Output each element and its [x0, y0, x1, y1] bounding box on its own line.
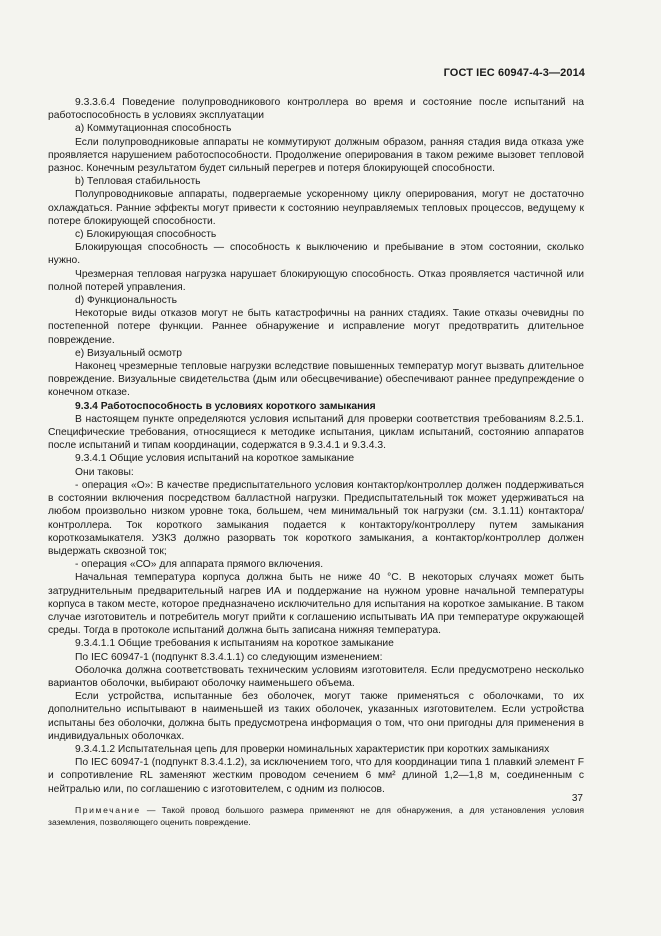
item-b-heading: b) Тепловая стабильность — [75, 176, 201, 188]
enclosure-paragraph-2: Если устройства, испытанные без оболочек, могут также применяться с оболочками, то их дополнительно испытывают в наименьшей из таких оболочек, указанных изготовителем. Если устройства испытаны без оболочки, должна быть предусмотрена информация о том, что они пригодны для применения в индивидуальных оболочках. — [48, 691, 584, 742]
section-9-3-4-intro: В настоящем пункте определяются условия испытаний для проверки соответствия требованиям 8.2.5.1. Специфические требования, относящиеся к методике испытания, циклам испытаний, состоянию аппаратов после испытаний и типам координации, содержатся в 9.3.4.1 и 9.3.4.3. — [48, 413, 584, 452]
document-body — [48, 96, 584, 828]
section-heading-9-3-4: 9.3.4 Работоспособность в условиях короткого замыкания — [75, 400, 376, 412]
operation-co-item: - операция «СО» для аппарата прямого включения. — [75, 559, 324, 571]
reference-8-3-4-1-2: По IEC 60947-1 (подпункт 8.3.4.1.2), за исключением того, что для координации типа 1 плавкий элемент F и сопротивление RL заменяют жестким проводом сечением 6 мм² длиной 1,2—1,8 м, соединенным с нейтралью или, по соглашению с изготовителем, с одним из полюсов. — [48, 757, 584, 795]
note-text: — Такой провод большого размера применяют не для обнаружения, а для установления условия заземления, позволяющего оценить повреждение. — [48, 804, 584, 827]
item-c-text-2: Чрезмерная тепловая нагрузка нарушает блокирующую способность. Отказ проявляется частичной или полной потерей управления. — [48, 268, 584, 293]
note-paragraph — [48, 804, 584, 828]
item-b-text: Полупроводниковые аппараты, подвергаемые ускоренному циклу оперирования, могут не достаточно охлаждаться. Ранние эффекты могут привести к состоянию неуправляемых тепловых процессов, ведущему к потере блокирующей способности. — [48, 189, 584, 227]
item-a-text: Если полупроводниковые аппараты не коммутируют должным образом, ранняя стадия вида отказа уже проявляется нарушением работоспособности. Продолжение оперирования в таком режиме вызовет тепловой разнос. Конечным результатом будет сильный перегрев и потеря блокирующей способности. — [48, 136, 584, 175]
item-c-heading: c) Блокирующая способность — [75, 229, 217, 241]
item-c-text: Блокирующая способность — способность к выключению и пребывание в этом состоянии, сколько нужно. — [48, 242, 584, 267]
reference-8-3-4-1-1: По IEC 60947-1 (подпункт 8.3.4.1.1) со следующим изменением: — [75, 651, 383, 663]
clause-9-3-3-6-4: 9.3.3.6.4 Поведение полупроводникового контроллера во время и состояние после испытаний на работоспособность в условиях эксплуатации — [48, 97, 584, 122]
item-d-heading: d) Функциональность — [75, 295, 177, 307]
enclosure-paragraph: Оболочка должна соответствовать техническим условиям изготовителя. Если предусмотрено несколько вариантов оболочки, выбирают оболочку наименьшего объема. — [48, 664, 584, 689]
page-number: 37 — [571, 793, 583, 804]
operation-o-item: - операция «О»: В качестве предиспытательного условия контактор/контроллер должен поддерживаться в состоянии включения посредством балластной нагрузки. Предиспытательный ток может удерживаться на любом произвольно низком уровне тока, большем, чем минимальный ток нагрузки (см. 3.1.11) контактора/контроллера. Ток короткого замыкания подается к контактору/контроллеру путем замыкания короткозамыкателя. УЗКЗ должно разорвать ток короткого замыкания, а контактор/контроллер должен выдержать сквозной ток; — [48, 479, 584, 557]
standard-header: ГОСТ IEC 60947-4-3—2014 — [443, 67, 585, 79]
clause-9-3-4-1-1: 9.3.4.1.1 Общие требования к испытаниям на короткое замыкание — [75, 638, 394, 650]
item-e-text: Наконец чрезмерные тепловые нагрузки вследствие повышенных температур могут вызвать длительное повреждение. Визуальные свидетельства (дым или обесцвечивание) обеспечивают раннее предупреждение о конечном отказе. — [48, 361, 584, 399]
item-e-heading: e) Визуальный осмотр — [75, 347, 182, 359]
item-d-text: Некоторые виды отказов могут не быть катастрофичны на ранних стадиях. Такие отказы очевидны по постепенной потере функции. Раннее обнаружение и исправление могут предотвратить длительное повреждение. — [48, 308, 584, 346]
note-label: Примечание — [75, 804, 141, 815]
clause-9-3-4-1-2: 9.3.4.1.2 Испытательная цепь для проверки номинальных характеристик при коротких замыканиях — [75, 743, 550, 755]
item-a-heading: а) Коммутационная способность — [75, 123, 232, 135]
temperature-paragraph: Начальная температура корпуса должна быть не ниже 40 °С. В некоторых случаях может быть затруднительным предварительный нагрев ИА и поддержание на нужном уровне начальной температуры корпуса в таком месте, которое предназначено исключительно для испытания на короткое замыкание. В таком случае изготовитель и потребитель могут прийти к соглашению испытывать ИА при температуре окружающей среды. Тогда в протоколе испытаний должна быть записана нижняя температура. — [48, 572, 584, 637]
list-intro: Они таковы: — [75, 466, 134, 478]
clause-9-3-4-1: 9.3.4.1 Общие условия испытаний на короткое замыкание — [75, 453, 355, 465]
